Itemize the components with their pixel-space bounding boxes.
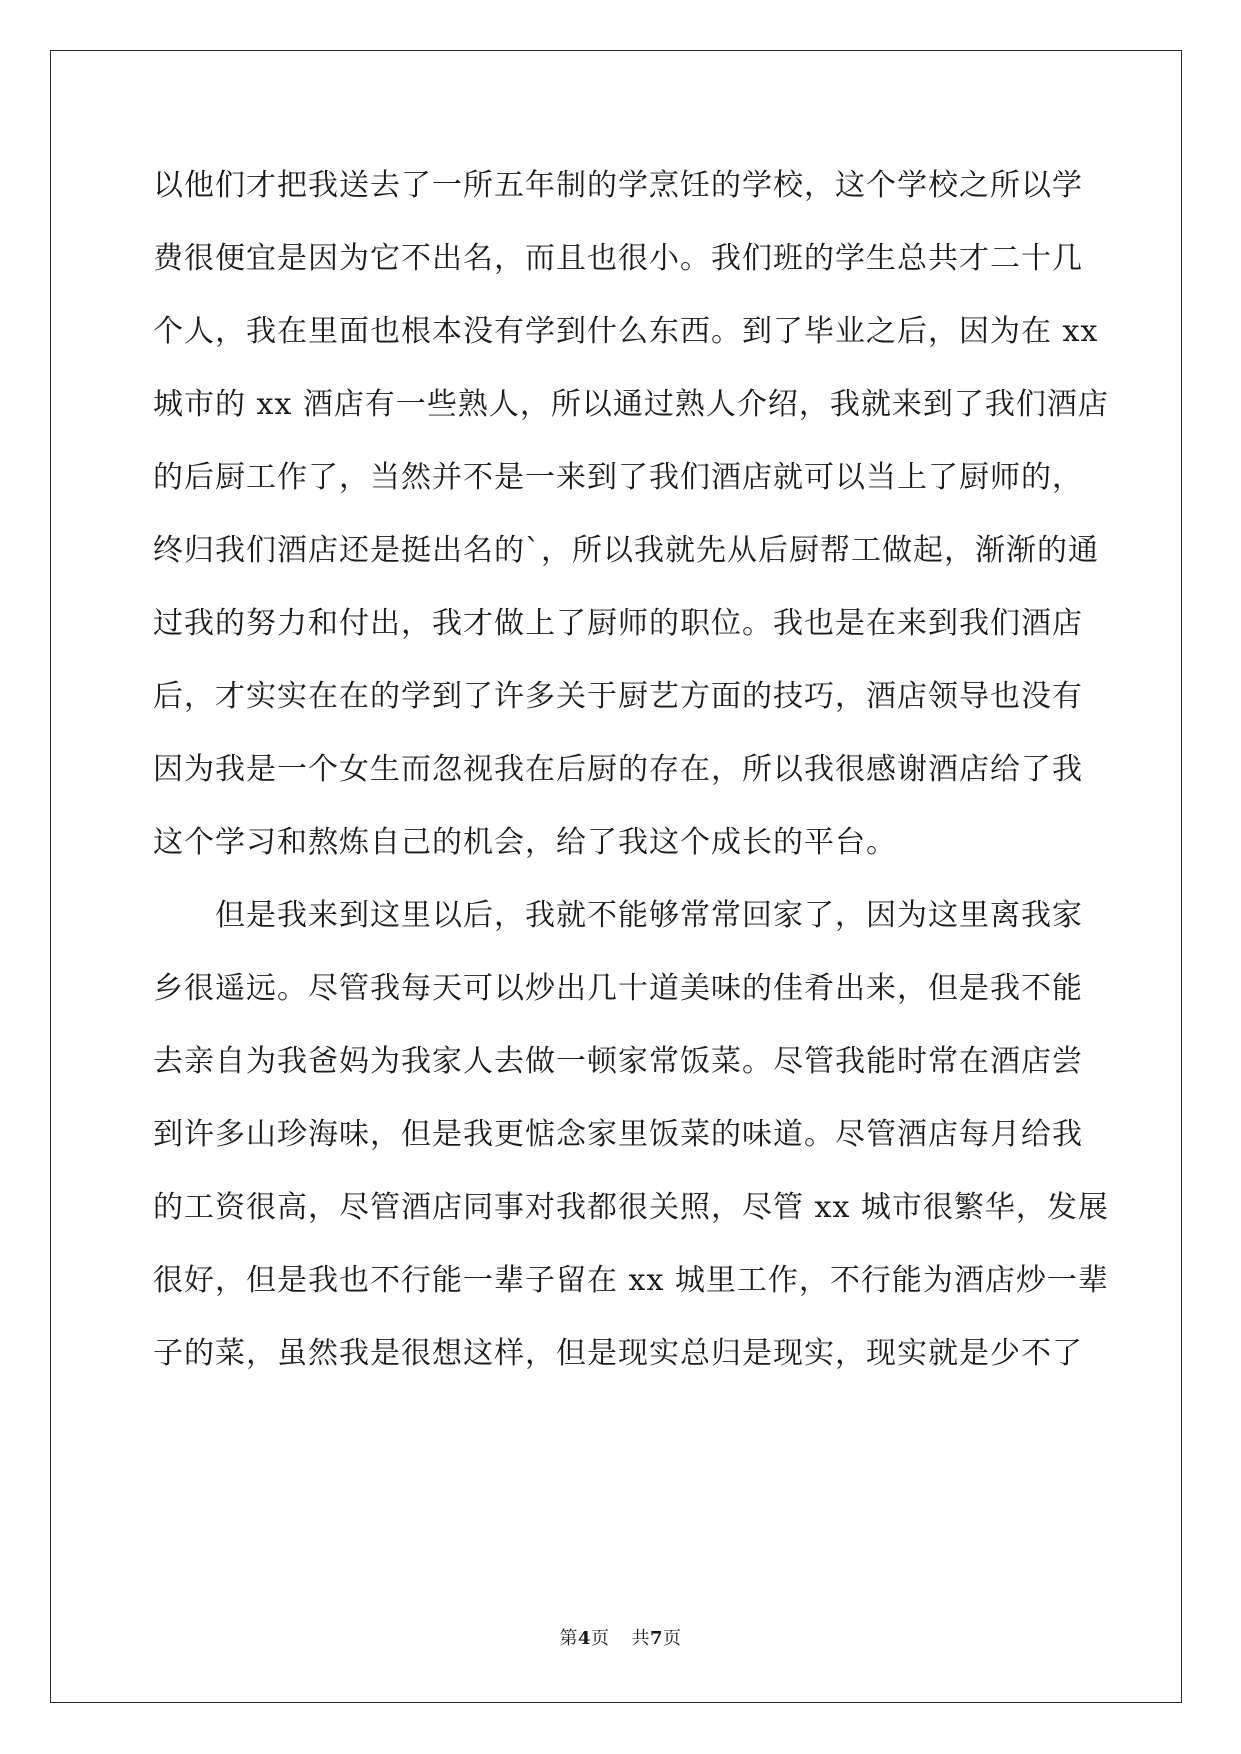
total-suffix: 页 [663, 1628, 682, 1649]
text-line: 城市的 xx 酒店有一些熟人，所以通过熟人介绍，我就来到了我们酒店 [153, 387, 1109, 422]
text-line: 以他们才把我送去了一所五年制的学烹饪的学校，这个学校之所以学 [153, 168, 1083, 203]
text-line: 很好，但是我也不行能一辈子留在 xx 城里工作，不行能为酒店炒一辈 [153, 1263, 1109, 1298]
text-line: 去亲自为我爸妈为我家人去做一顿家常饭菜。尽管我能时常在酒店尝 [153, 1044, 1083, 1079]
text-line: 乡很遥远。尽管我每天可以炒出几十道美味的佳肴出来，但是我不能 [153, 971, 1083, 1006]
text-line: 的后厨工作了，当然并不是一来到了我们酒店就可以当上了厨师的， [153, 460, 1083, 495]
text-line: 终归我们酒店还是挺出名的`，所以我就先从后厨帮工做起，渐渐的通 [153, 533, 1099, 568]
total-prefix: 共 [631, 1628, 650, 1649]
page-border [50, 50, 1182, 1703]
text-line: 后，才实实在在的学到了许多关于厨艺方面的技巧，酒店领导也没有 [153, 679, 1083, 714]
text-line: 个人，我在里面也根本没有学到什么东西。到了毕业之后，因为在 xx [153, 314, 1099, 349]
text-line: 费很便宜是因为它不出名，而且也很小。我们班的学生总共才二十几 [153, 241, 1083, 276]
text-line: 的工资很高，尽管酒店同事对我都很关照，尽管 xx 城市很繁华，发展 [153, 1190, 1109, 1225]
current-page-number: 4 [577, 1628, 591, 1649]
page-footer [0, 1627, 1241, 1651]
page-prefix: 第 [559, 1628, 578, 1649]
total-page-number: 7 [650, 1628, 664, 1649]
text-line: 过我的努力和付出，我才做上了厨师的职位。我也是在来到我们酒店 [153, 606, 1083, 641]
text-line: 到许多山珍海味，但是我更惦念家里饭菜的味道。尽管酒店每月给我 [153, 1117, 1083, 1152]
text-line: 因为我是一个女生而忽视我在后厨的存在，所以我很感谢酒店给了我 [153, 752, 1083, 787]
page-suffix: 页 [591, 1628, 610, 1649]
text-line: 这个学习和熬炼自己的机会，给了我这个成长的平台。 [153, 825, 897, 860]
text-line: 子的菜，虽然我是很想这样，但是现实总归是现实，现实就是少不了 [153, 1336, 1083, 1371]
paragraph-first-line: 但是我来到这里以后，我就不能够常常回家了，因为这里离我家 [215, 898, 1083, 933]
